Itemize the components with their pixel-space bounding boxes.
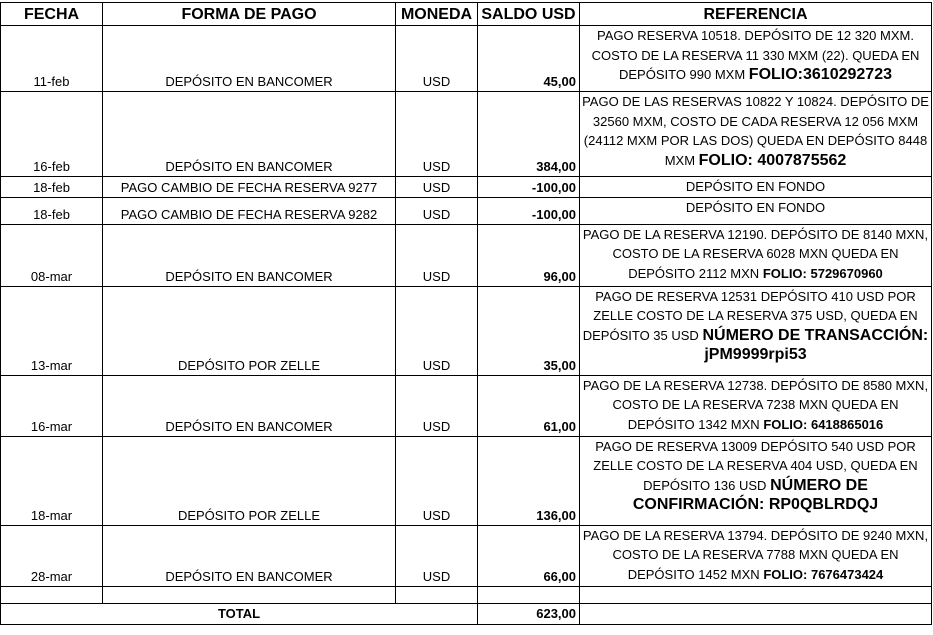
cell-fecha: 13-mar [1,286,103,375]
cell-forma: DEPÓSITO EN BANCOMER [103,525,396,586]
cell-forma: DEPÓSITO EN BANCOMER [103,26,396,92]
cell-saldo: 96,00 [478,224,580,286]
referencia-transaccion: NÚMERO DE TRANSACCIÓN: jPM9999rpi53 [702,326,929,363]
cell-referencia [580,224,932,286]
table-row [1,525,932,586]
cell-fecha: 18-feb [1,197,103,224]
table-row [1,436,932,525]
cell-moneda: USD [396,26,478,92]
referencia-folio: FOLIO: 7676473424 [763,566,884,582]
header-referencia: REFERENCIA [580,3,932,26]
empty-row [1,586,932,603]
header-row [1,3,932,26]
cell-forma: DEPÓSITO EN BANCOMER [103,224,396,286]
header-moneda: MONEDA [396,3,478,26]
empty-cell [1,586,103,603]
table-row [1,224,932,286]
cell-fecha: 16-feb [1,92,103,177]
header-fecha: FECHA [1,3,103,26]
referencia-text: DEPÓSITO EN FONDO [685,199,826,215]
cell-moneda: USD [396,286,478,375]
cell-saldo: 61,00 [478,375,580,436]
empty-cell [396,586,478,603]
cell-referencia [580,525,932,586]
total-row [1,603,932,624]
cell-saldo: 136,00 [478,436,580,525]
cell-forma: DEPÓSITO EN BANCOMER [103,375,396,436]
total-empty-cell [580,603,932,624]
empty-cell [580,586,932,603]
referencia-text: PAGO DE LA RESERVA 13794. DEPÓSITO DE 9240 MXN, COSTO DE LA RESERVA 7788 MXN QUEDA EN DEPÓSITO 1452 MXN [582,527,929,582]
cell-forma: PAGO CAMBIO DE FECHA RESERVA 9277 [103,177,396,198]
cell-saldo: 35,00 [478,286,580,375]
empty-cell [103,586,396,603]
cell-saldo: -100,00 [478,177,580,198]
cell-referencia [580,375,932,436]
table-row [1,375,932,436]
cell-fecha: 18-mar [1,436,103,525]
empty-cell [478,586,580,603]
referencia-text: DEPÓSITO EN FONDO [685,179,826,194]
cell-saldo: -100,00 [478,197,580,224]
referencia-folio: FOLIO:3610292723 [748,66,892,83]
cell-forma: DEPÓSITO EN BANCOMER [103,92,396,177]
cell-moneda: USD [396,436,478,525]
cell-fecha: 28-mar [1,525,103,586]
referencia-text: PAGO DE LA RESERVA 12738. DEPÓSITO DE 8580 MXN, COSTO DE LA RESERVA 7238 MXN QUEDA EN DEPÓSITO 1342 MXN [582,377,929,432]
cell-moneda: USD [396,375,478,436]
referencia-folio: FOLIO: 5729670960 [762,265,883,281]
cell-forma: PAGO CAMBIO DE FECHA RESERVA 9282 [103,197,396,224]
cell-saldo: 384,00 [478,92,580,177]
referencia-text: PAGO DE LAS RESERVAS 10822 Y 10824. DEPÓSITO DE 32560 MXM, COSTO DE CADA RESERVA 12 056 MXM (24112 MXM POR LAS DOS) QUEDA EN DEPÓSITO 8448 MXM [582,94,929,168]
header-forma-de-pago: FORMA DE PAGO [103,3,396,26]
cell-fecha: 16-mar [1,375,103,436]
referencia-confirmacion: NÚMERO DE CONFIRMACIÓN: RP0QBLRDQJ [632,476,879,513]
referencia-text: PAGO DE RESERVA 12531 DEPÓSITO 410 USD POR ZELLE COSTO DE LA RESERVA 375 USD, QUEDA EN DEPÓSITO 35 USD [582,288,918,343]
header-saldo-usd: SALDO USD [478,3,580,26]
cell-moneda: USD [396,92,478,177]
referencia-text: PAGO DE LA RESERVA 12190. DEPÓSITO DE 8140 MXN, COSTO DE LA RESERVA 6028 MXN QUEDA EN DEPÓSITO 2112 MXN [582,226,929,281]
cell-saldo: 45,00 [478,26,580,92]
cell-referencia [580,92,932,177]
cell-forma: DEPÓSITO POR ZELLE [103,436,396,525]
payments-table [0,2,932,625]
table-row [1,26,932,92]
total-label: TOTAL [1,603,478,624]
cell-fecha: 08-mar [1,224,103,286]
referencia-text: PAGO RESERVA 10518. DEPÓSITO DE 12 320 MXM. COSTO DE LA RESERVA 11 330 MXM (22). QUEDA EN DEPÓSITO 990 MXM [591,28,920,82]
cell-fecha: 11-feb [1,26,103,92]
table-row [1,286,932,375]
table-row [1,197,932,224]
cell-moneda: USD [396,525,478,586]
table-row [1,92,932,177]
cell-moneda: USD [396,197,478,224]
referencia-folio: FOLIO: 4007875562 [698,151,847,169]
cell-referencia [580,197,932,224]
table-row [1,177,932,198]
cell-moneda: USD [396,177,478,198]
cell-moneda: USD [396,224,478,286]
cell-referencia [580,286,932,375]
cell-referencia [580,436,932,525]
cell-forma: DEPÓSITO POR ZELLE [103,286,396,375]
cell-referencia [580,26,932,92]
referencia-folio: FOLIO: 6418865016 [763,416,884,432]
total-value: 623,00 [478,603,580,624]
cell-fecha: 18-feb [1,177,103,198]
cell-referencia [580,177,932,198]
referencia-text: PAGO DE RESERVA 13009 DEPÓSITO 540 USD POR ZELLE COSTO DE LA RESERVA 404 USD, QUEDA EN DEPÓSITO 136 USD [593,438,918,493]
cell-saldo: 66,00 [478,525,580,586]
